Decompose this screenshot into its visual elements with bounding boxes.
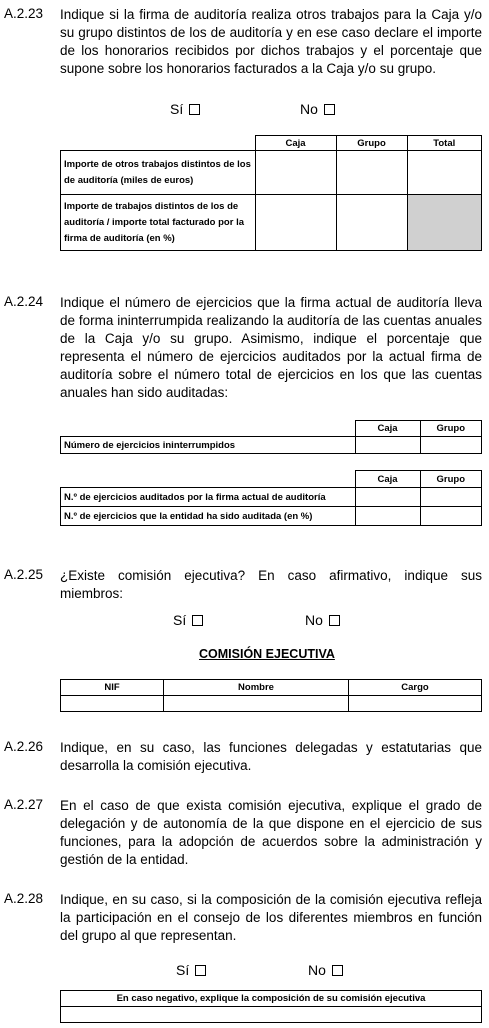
table-comision [60, 679, 482, 712]
table-a228 [60, 990, 482, 1023]
table-cell[interactable] [355, 437, 420, 454]
no-checkbox[interactable] [332, 965, 343, 976]
col-header: Grupo [420, 421, 482, 437]
no-label: No [308, 962, 326, 978]
no-label: No [305, 612, 323, 628]
yes-checkbox[interactable] [195, 965, 206, 976]
question-number: A.2.24 [4, 294, 44, 309]
no-checkbox[interactable] [324, 104, 335, 115]
col-header: En caso negativo, explique la composición de su comisión ejecutiva [61, 991, 482, 1007]
table-a223 [60, 135, 482, 251]
table-cell[interactable] [255, 151, 336, 195]
yes-option[interactable] [173, 612, 203, 628]
table-cell[interactable] [355, 507, 420, 526]
no-checkbox[interactable] [329, 615, 340, 626]
col-header: Total [407, 136, 482, 151]
table-a224b [60, 470, 482, 526]
col-header: NIF [61, 680, 164, 696]
row-label: Importe de otros trabajos distintos de los de auditoría (miles de euros) [61, 151, 256, 195]
row-label: Número de ejercicios ininterrumpidos [61, 437, 356, 454]
question-number: A.2.28 [4, 891, 44, 906]
table-cell[interactable] [336, 195, 407, 251]
yes-label: Sí [176, 962, 190, 978]
table-cell[interactable] [407, 151, 482, 195]
shaded-cell [407, 195, 482, 251]
row-label: Importe de trabajos distintos de los de auditoría / importe total facturado por la firma de auditoría (en %) [61, 195, 256, 251]
question-text: Indique, en su caso, las funciones delegadas y estatutarias que desarrolla la comisión ejecutiva. [60, 740, 482, 773]
col-header: Caja [355, 471, 420, 488]
question-text: Indique el número de ejercicios que la firma actual de auditoría lleva de forma ininterrumpida realizando la auditoría de las cuentas anuales de la Caja y/o su grupo. Asimismo, indique el porcentaje que representa el número de ejercicios auditados por la actual firma de auditoría sobre el número total de ejercicios en los que las cuentas anuales han sido auditadas: [60, 295, 482, 400]
yes-checkbox[interactable] [189, 104, 200, 115]
question-text: Indique, en su caso, si la composición de la comisión ejecutiva refleja la participación en el consejo de los diferentes miembros en función del grupo al que representan. [60, 892, 482, 943]
table-cell[interactable] [255, 195, 336, 251]
question-number: A.2.26 [4, 739, 44, 754]
col-header: Nombre [164, 680, 349, 696]
table-cell[interactable] [61, 1007, 482, 1023]
table-a224a [60, 420, 482, 454]
question-number: A.2.27 [4, 797, 44, 812]
table-cell[interactable] [420, 488, 482, 507]
col-header: Cargo [349, 680, 482, 696]
yes-option[interactable] [170, 101, 200, 117]
table-cell[interactable] [420, 507, 482, 526]
table-cell[interactable] [355, 488, 420, 507]
col-header: Caja [355, 421, 420, 437]
table-cell[interactable] [61, 696, 164, 712]
no-label: No [300, 101, 318, 117]
col-header: Grupo [420, 471, 482, 488]
yes-label: Sí [170, 101, 184, 117]
commission-title: COMISIÓN EJECUTIVA [199, 647, 335, 661]
table-cell[interactable] [349, 696, 482, 712]
table-cell[interactable] [336, 151, 407, 195]
question-number: A.2.23 [4, 6, 44, 21]
no-option[interactable] [300, 101, 335, 117]
yes-checkbox[interactable] [192, 615, 203, 626]
yes-label: Sí [173, 612, 187, 628]
col-header: Caja [255, 136, 336, 151]
table-cell[interactable] [420, 437, 482, 454]
question-number: A.2.25 [4, 567, 44, 582]
table-cell[interactable] [164, 696, 349, 712]
no-option[interactable] [308, 962, 343, 978]
row-label: N.º de ejercicios que la entidad ha sido auditada (en %) [61, 507, 356, 526]
row-label: N.º de ejercicios auditados por la firma actual de auditoría [61, 488, 356, 507]
no-option[interactable] [305, 612, 340, 628]
question-text: Indique si la firma de auditoría realiza otros trabajos para la Caja y/o su grupo distintos de los de auditoría y en ese caso declare el importe de los honorarios recibidos por dichos trabajos y el porcentaje que supone sobre los honorarios facturados a la Caja y/o su grupo. [60, 7, 482, 76]
question-text: En el caso de que exista comisión ejecutiva, explique el grado de delegación y de autonomía de la que dispone en el ejercicio de sus funciones, para la adopción de acuerdos sobre la administración y gestión de la entidad. [60, 798, 482, 867]
yes-option[interactable] [176, 962, 206, 978]
question-text: ¿Existe comisión ejecutiva? En caso afirmativo, indique sus miembros: [60, 568, 482, 601]
col-header: Grupo [336, 136, 407, 151]
